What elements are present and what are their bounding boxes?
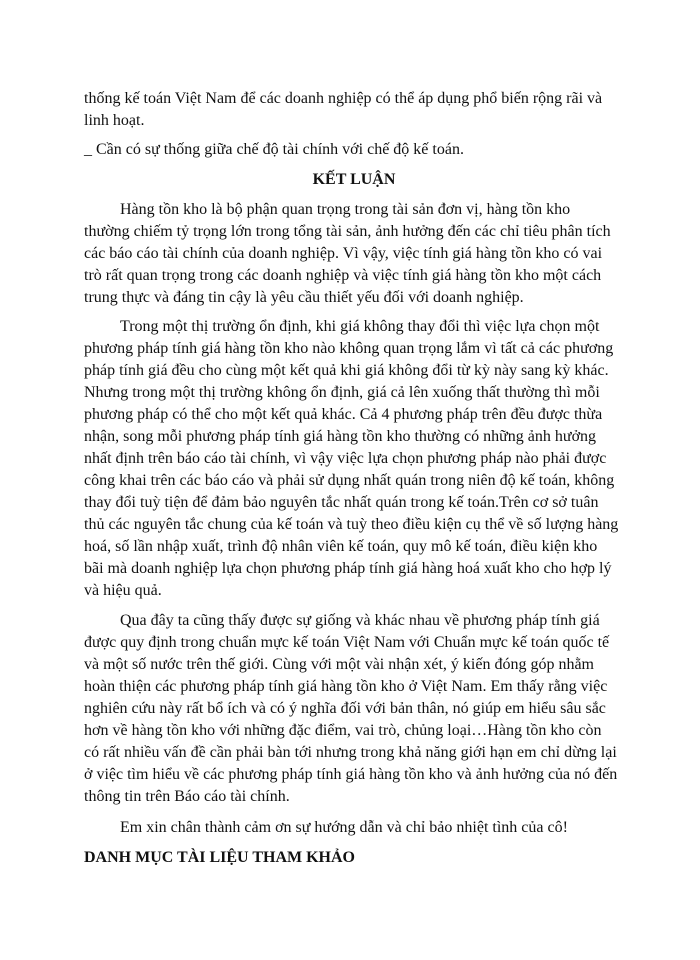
paragraph-line: nghiên cứu này rất bổ ích và có ý nghĩa đối với bản thân, nó giúp em hiểu sâu sắc	[84, 700, 606, 717]
paragraph-line: nhận, song mỗi phương pháp tính giá hàng tồn kho thường có những ảnh hưởng	[84, 428, 597, 445]
paragraph-line: có rất nhiều vấn đề cần phải bàn tới nhưng trong khả năng giới hạn em chỉ dừng lại	[84, 744, 617, 761]
paragraph-line: công khai trên các báo cáo và phải sử dụng nhất quán trong niên độ kế toán, không	[84, 472, 615, 489]
conclusion-title: KẾT LUẬN	[312, 171, 396, 188]
paragraph-line: trung thực và đáng tin cậy là yêu cầu thiết yếu đối với doanh nghiệp.	[84, 289, 524, 306]
paragraph-line: trò rất quan trọng trong các doanh nghiệp và việc tính giá hàng tồn kho một cách	[84, 267, 602, 284]
paragraph-line: thủ các nguyên tắc chung của kế toán và tuỳ theo điều kiện cụ thể về số lượng hàng	[84, 516, 619, 533]
references-title: DANH MỤC TÀI LIỆU THAM KHẢO	[84, 849, 355, 866]
thanks-line: Em xin chân thành cảm ơn sự hướng dẫn và chỉ bảo nhiệt tình của cô!	[120, 819, 568, 836]
paragraph-line: Trong một thị trường ổn định, khi giá không thay đổi thì việc lựa chọn một	[120, 318, 600, 335]
paragraph-line: được quy định trong chuẩn mực kế toán Việt Nam với Chuẩn mực kế toán quốc tế	[84, 634, 610, 651]
paragraph-line: Nhưng trong một thị trường không ổn định, giá cả lên xuống thất thường thì mỗi	[84, 384, 600, 401]
paragraph-line: pháp tính giá đều cho cùng một kết quả khi giá không đổi từ kỳ này sang kỳ khác.	[84, 362, 609, 379]
paragraph-line: phương pháp có thể cho một kết quả khác. Cả 4 phương pháp trên đều được thừa	[84, 406, 603, 423]
paragraph-line: và một số nước trên thế giới. Cùng với một vài nhận xét, ý kiến đóng góp nhằm	[84, 656, 594, 673]
paragraph-line: nhất định trên báo cáo tài chính, vì vậy việc lựa chọn phương pháp nào phải được	[84, 450, 607, 467]
paragraph-line: hoá, số lần nhập xuất, trình độ nhân viên kế toán, quy mô kế toán, điều kiện kho	[84, 538, 598, 555]
paragraph-line: phương pháp tính giá hàng tồn kho nào không quan trọng lắm vì tất cả các phương	[84, 340, 614, 357]
paragraph-line: Hàng tồn kho là bộ phận quan trọng trong tài sản đơn vị, hàng tồn kho	[120, 201, 571, 218]
intro-line: _ Cần có sự thống giữa chế độ tài chính với chế độ kế toán.	[84, 141, 464, 158]
paragraph-line: bãi mà doanh nghiệp lựa chọn phương pháp tính giá hàng hoá xuất kho cho hợp lý	[84, 560, 612, 577]
paragraph-line: và hiệu quả.	[84, 582, 162, 599]
intro-line: linh hoạt.	[84, 112, 145, 129]
paragraph-line: các báo cáo tài chính của doanh nghiệp. Vì vậy, việc tính giá hàng tồn kho có vai	[84, 245, 603, 262]
paragraph-line: hoàn thiện các phương pháp tính giá hàng tồn kho ở Việt Nam. Em thấy rằng việc	[84, 678, 608, 695]
paragraph-line: thường chiếm tỷ trọng lớn trong tổng tài sản, ảnh hưởng đến các chỉ tiêu phân tích	[84, 223, 611, 240]
paragraph-line: hơn về hàng tồn kho với những đặc điểm, vai trò, chủng loại…Hàng tồn kho còn	[84, 722, 602, 739]
intro-line: thống kế toán Việt Nam để các doanh nghiệp có thể áp dụng phổ biến rộng rãi và	[84, 90, 603, 107]
paragraph-line: ở việc tìm hiểu về các phương pháp tính giá hàng tồn kho và ảnh hưởng của nó đến	[84, 766, 618, 783]
paragraph-line: thông tin trên Báo cáo tài chính.	[84, 788, 290, 805]
paragraph-line: thay đổi tuỳ tiện để đảm bảo nguyên tắc nhất quán trong kế toán.Trên cơ sở tuân	[84, 494, 599, 511]
paragraph-line: Qua đây ta cũng thấy được sự giống và khác nhau về phương pháp tính giá	[120, 612, 600, 629]
